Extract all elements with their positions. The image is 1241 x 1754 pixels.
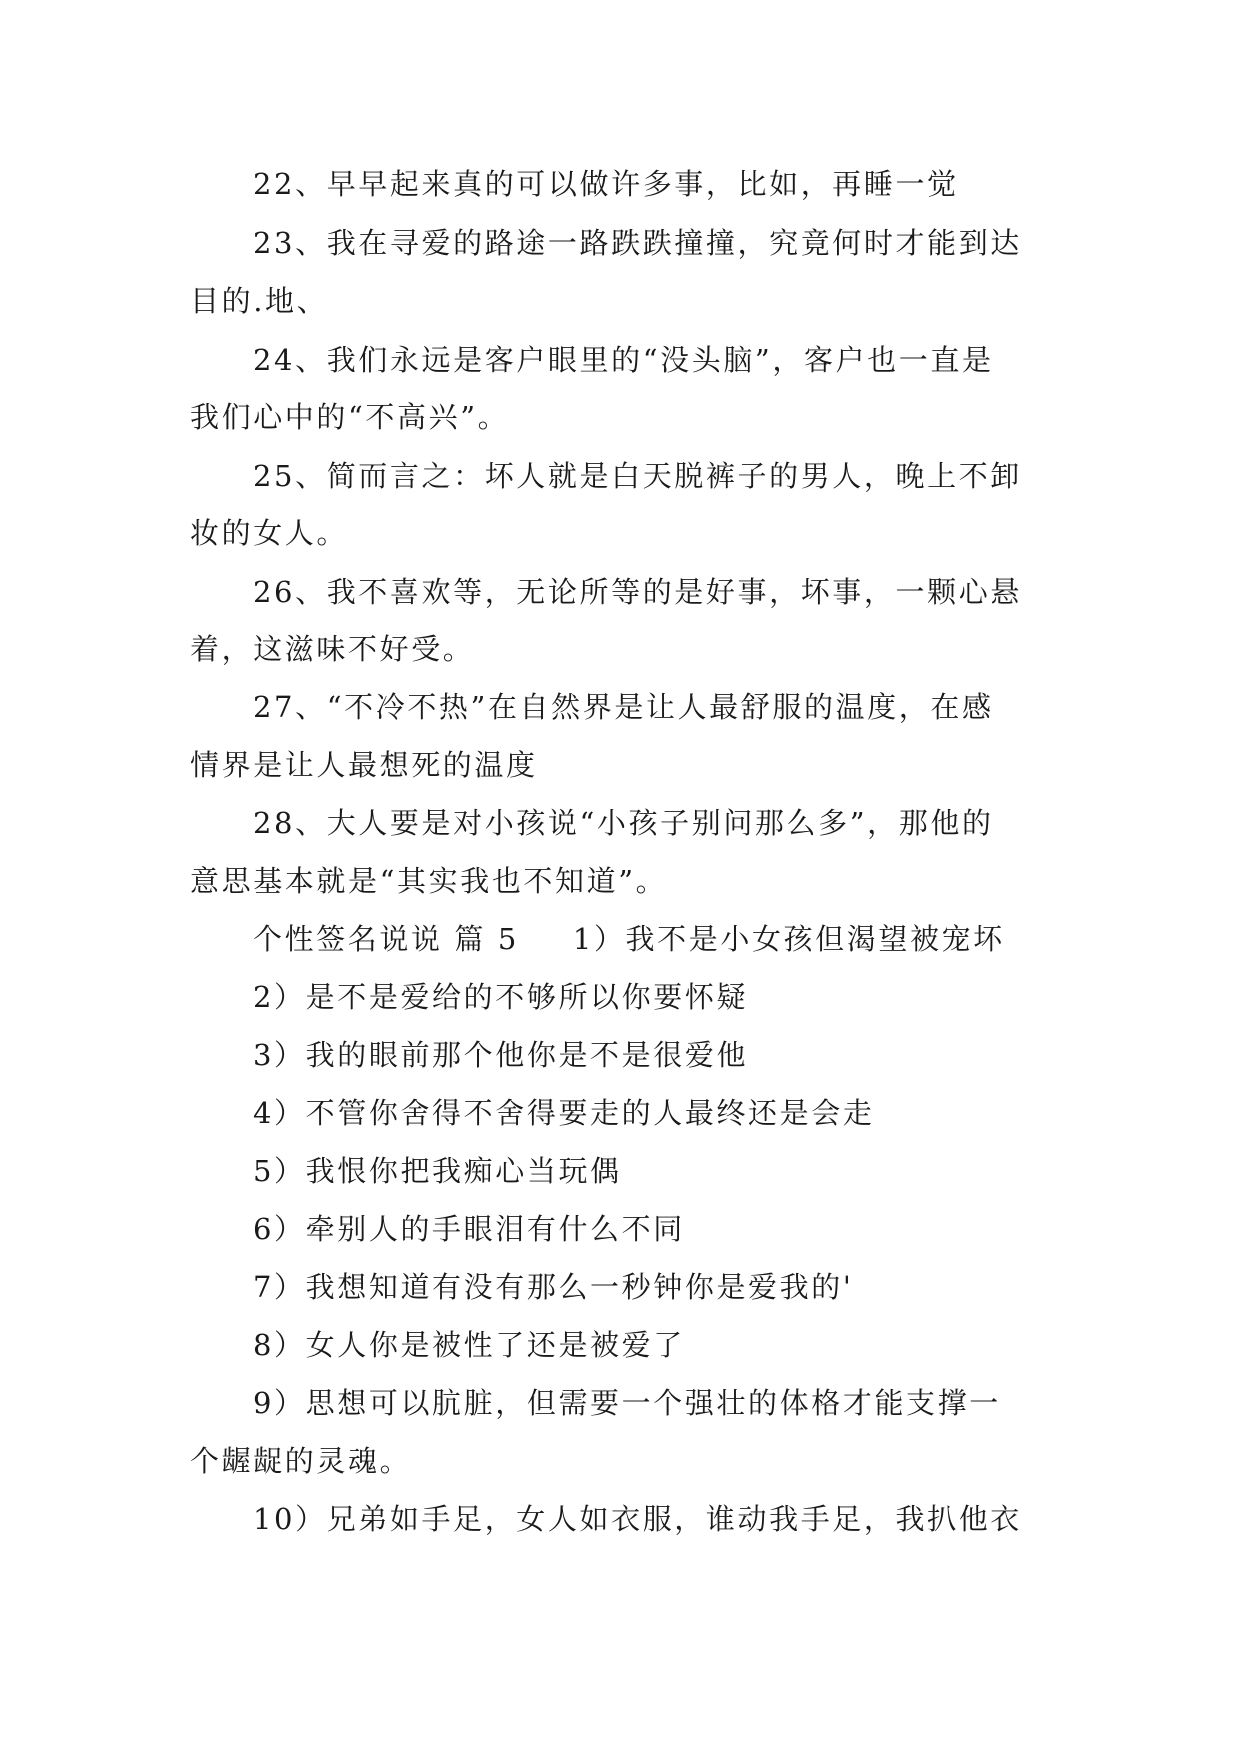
text-line: 6）牵别人的手眼泪有什么不同	[253, 1212, 685, 1246]
text-line: 22、早早起来真的可以做许多事，比如，再睡一觉	[253, 167, 959, 201]
text-line: 9）思想可以肮脏，但需要一个强壮的体格才能支撑一	[253, 1386, 1001, 1420]
text-line: 妆的女人。	[190, 516, 349, 550]
text-line: 26、我不喜欢等，无论所等的是好事，坏事，一颗心悬	[253, 575, 1022, 609]
text-line: 目的.地、	[190, 284, 329, 318]
text-line-item: 1）我不是小女孩但渴望被宠坏	[572, 922, 1005, 956]
text-line: 10）兄弟如手足，女人如衣服，谁动我手足，我扒他衣	[253, 1502, 1022, 1536]
section-heading: 个性签名说说 篇 5	[253, 922, 519, 956]
text-line: 8）女人你是被性了还是被爱了	[253, 1328, 685, 1362]
text-line: 4）不管你舍得不舍得要走的人最终还是会走	[253, 1096, 875, 1130]
text-line: 我们心中的“不高兴”。	[190, 400, 510, 434]
text-line: 5）我恨你把我痴心当玩偶	[253, 1154, 622, 1188]
text-line: 23、我在寻爱的路途一路跌跌撞撞，究竟何时才能到达	[253, 226, 1022, 260]
text-line: 3）我的眼前那个他你是不是很爱他	[253, 1038, 749, 1072]
text-line: 2）是不是爱给的不够所以你要怀疑	[253, 980, 749, 1014]
text-line: 24、我们永远是客户眼里的“没头脑”，客户也一直是	[253, 343, 994, 377]
text-line: 情界是让人最想死的温度	[190, 748, 538, 782]
text-line: 27、“不冷不热”在自然界是让人最舒服的温度，在感	[253, 690, 994, 724]
section-heading-line	[253, 922, 1005, 956]
text-line: 意思基本就是“其实我也不知道”。	[190, 864, 668, 898]
text-line: 着，这滋味不好受。	[190, 632, 475, 666]
text-line: 个龌龊的灵魂。	[190, 1444, 412, 1478]
text-line: 25、简而言之：坏人就是白天脱裤子的男人，晚上不卸	[253, 459, 1022, 493]
text-line: 7）我想知道有没有那么一秒钟你是爱我的'	[253, 1270, 854, 1304]
text-line: 28、大人要是对小孩说“小孩子别问那么多”，那他的	[253, 806, 994, 840]
